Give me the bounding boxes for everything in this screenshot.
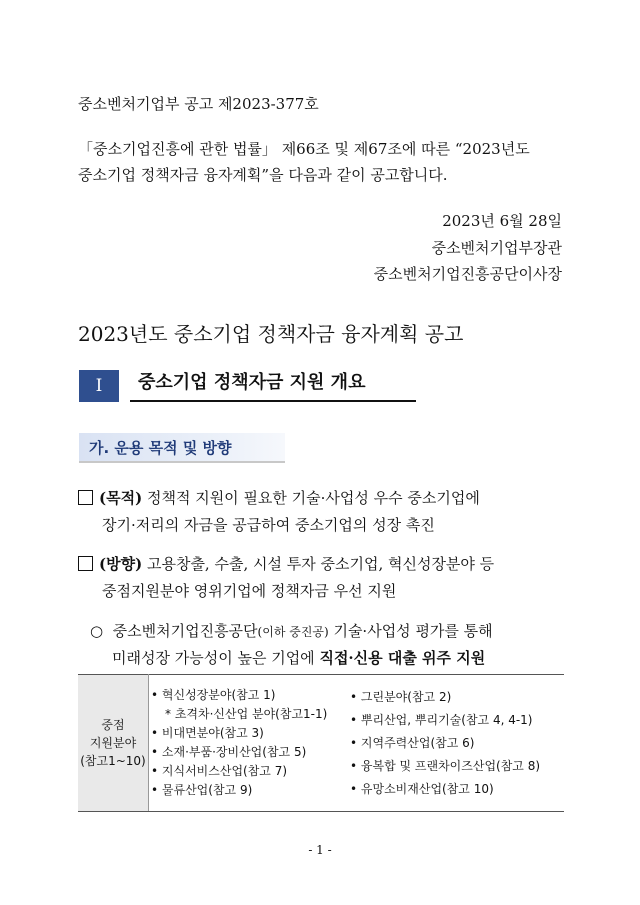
page-number: - 1 - [308, 843, 332, 857]
signer-agency-head: 중소벤처기업진흥공단이사장 [373, 265, 562, 283]
signer-minister: 중소벤처기업부장관 [431, 239, 562, 257]
bullet-line-2 [112, 647, 485, 668]
list-item: • 소재·부품·장비산업(참고 5) [151, 745, 307, 759]
list-item: • 뿌리산업, 뿌리기술(참고 4, 4-1) [350, 712, 533, 727]
list-item: • 지식서비스산업(참고 7) [151, 764, 288, 778]
circle-bullet-icon: ○ [90, 622, 104, 640]
document-title: 2023년도 중소기업 정책자금 융자계획 공고 [78, 322, 464, 346]
direction-text-2: 중점지원분야 영위기업에 정책자금 우선 지원 [102, 582, 397, 600]
list-item: • 유망소비재산업(참고 10) [350, 781, 494, 796]
checkbox-square-icon [78, 490, 93, 505]
intro-line-1: 「중소기업진흥에 관한 법률」 제66조 및 제67조에 따른 “2023년도 [78, 140, 530, 158]
bullet-text-2a: 미래성장 가능성이 높은 기업에 [112, 649, 320, 667]
list-item: * 초격차·신산업 분야(참고1-1) [165, 707, 328, 721]
intro-line-2: 중소기업 정책자금 융자계획”을 다음과 같이 공고합니다. [78, 166, 448, 184]
bullet-text-1b: 기술·사업성 평가를 통해 [328, 622, 493, 640]
purpose-text-1: 정책적 지원이 필요한 기술·사업성 우수 중소기업에 [146, 489, 480, 507]
list-item: • 융복합 및 프랜차이즈산업(참고 8) [350, 758, 541, 773]
direction-text-1: 고용창출, 수출, 시설 투자 중소기업, 혁신성장분야 등 [146, 555, 495, 573]
purpose-text-2: 장기·저리의 자금을 공급하여 중소기업의 성장 촉진 [102, 516, 435, 534]
bullet-paragraph [90, 620, 493, 641]
section-number-badge: Ⅰ [79, 370, 119, 402]
subsection-heading: 가. 운용 목적 및 방향 [79, 433, 285, 463]
table-label-cell [78, 675, 149, 812]
list-item: • 지역주력산업(참고 6) [350, 735, 475, 750]
list-item: • 그린분야(참고 2) [350, 689, 452, 704]
focus-support-table [78, 674, 564, 812]
bullet-abbrev-note: (이하 중진공) [257, 625, 329, 639]
bullet-text-2-bold: 직접·신용 대출 위주 지원 [319, 649, 486, 667]
list-item: • 비대면분야(참고 3) [151, 726, 264, 740]
purpose-paragraph [78, 487, 480, 508]
left-items-cell [149, 675, 343, 812]
section-title: 중소기업 정책자금 지원 개요 [130, 368, 416, 402]
right-items-cell [342, 675, 564, 812]
list-item: • 물류산업(참고 9) [151, 783, 253, 797]
label-line-3: (참고1~10) [80, 754, 146, 768]
direction-paragraph [78, 553, 494, 574]
label-line-2: 지원분야 [89, 736, 137, 750]
checkbox-square-icon [78, 556, 93, 571]
bullet-text-1a: 중소벤처기업진흥공단 [112, 622, 258, 640]
purpose-label: (목적) [99, 489, 143, 507]
notice-number: 중소벤처기업부 공고 제2023-377호 [78, 95, 319, 113]
label-line-1: 중점 [101, 718, 125, 732]
list-item: • 혁신성장분야(참고 1) [151, 688, 276, 702]
direction-label: (방향) [99, 555, 143, 573]
issue-date: 2023년 6월 28일 [442, 212, 562, 230]
